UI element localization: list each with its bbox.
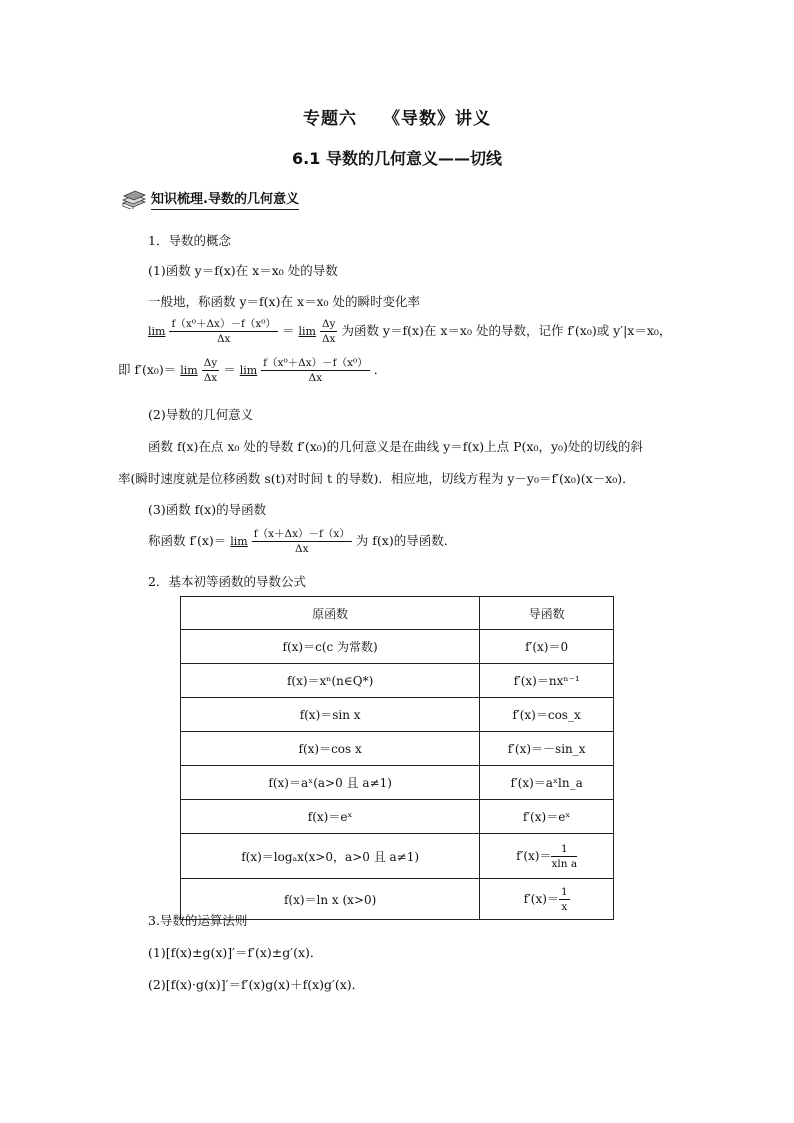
fraction-ln-derivative <box>559 885 570 914</box>
derivative-lead: f′(x)＝ <box>523 891 559 906</box>
equals-sign: ＝ <box>223 362 236 377</box>
table-row <box>181 732 614 766</box>
equals-sign: ＝ <box>281 323 295 338</box>
formula-lead: 称函数 f′(x)＝ <box>148 533 227 548</box>
table-cell: f(x)＝xⁿ(n∈Q*) <box>181 664 480 698</box>
fraction-denominator: Δx <box>321 333 336 345</box>
table-cell: f′(x)＝nxⁿ⁻¹ <box>480 664 614 698</box>
table-cell: f′(x)＝cos_x <box>480 698 614 732</box>
paragraph-derivative-at-point: (1)函数 y＝f(x)在 x＝x₀ 处的导数 <box>148 263 338 278</box>
table-row <box>181 766 614 800</box>
fraction-numerator: f（x⁰＋Δx）－f（x⁰） <box>171 318 276 330</box>
column-header-derivative: 导函数 <box>480 597 614 630</box>
heading-operation-rules: 3.导数的运算法则 <box>148 913 248 928</box>
heading-derived-function: (3)函数 f(x)的导函数 <box>148 502 267 517</box>
heading-derivative-concept: 1．导数的概念 <box>148 233 231 248</box>
lim-symbol: lim <box>298 325 316 338</box>
title-part-2: 《导数》讲义 <box>383 109 491 129</box>
fraction-numerator: Δy <box>321 318 336 330</box>
table-cell: f′(x)＝aˣln_a <box>480 766 614 800</box>
fraction-dy-dx <box>202 356 220 385</box>
formula-line-2 <box>118 356 386 385</box>
page-title <box>0 104 794 129</box>
section-header <box>121 188 299 210</box>
heading-basic-derivatives: 2．基本初等函数的导数公式 <box>148 574 306 589</box>
table-row <box>181 698 614 732</box>
page-subtitle: 6.1 导数的几何意义——切线 <box>292 149 502 168</box>
formula-derived-function <box>148 527 456 556</box>
paragraph-instant-rate: 一般地，称函数 y＝f(x)在 x＝x₀ 处的瞬时变化率 <box>148 294 421 309</box>
table-cell: f(x)＝ln x (x>0) <box>181 879 480 920</box>
paragraph-geometric-meaning-2: 率(瞬时速度就是位移函数 s(t)对时间 t 的导数)．相应地，切线方程为 y－y₀＝f′(x₀)(x－x₀)． <box>118 471 635 486</box>
fraction-numerator: f（x⁰＋Δx）－f（x⁰） <box>263 357 368 369</box>
formula-lead: 即 f′(x₀)＝ <box>118 362 177 377</box>
table-cell <box>480 834 614 879</box>
fraction-numerator: 1 <box>560 885 568 898</box>
heading-geometric-meaning: (2)导数的几何意义 <box>148 407 254 422</box>
formula-tail: 为 f(x)的导函数． <box>355 533 457 548</box>
formula-end: ． <box>373 362 387 377</box>
fraction-derived-quotient <box>252 527 352 556</box>
fraction-numerator: f（x＋Δx）－f（x） <box>253 528 350 540</box>
derivative-lead: f′(x)＝ <box>516 848 552 863</box>
derivative-notation-text: 为函数 y＝f(x)在 x＝x₀ 处的导数，记作 f′(x₀)或 y′|x＝x₀， <box>341 323 672 338</box>
fraction-difference-quotient <box>169 317 278 346</box>
fraction-denominator: Δx <box>203 372 218 384</box>
lim-symbol: lim <box>180 364 198 377</box>
table-cell: f′(x)＝0 <box>480 630 614 664</box>
section-label: 知识梳理.导数的几何意义 <box>151 188 299 210</box>
fraction-numerator: Δy <box>203 357 218 369</box>
fraction-denominator: Δx <box>308 372 323 384</box>
fraction-denominator: Δx <box>216 333 231 345</box>
table-cell: f′(x)＝eˣ <box>480 800 614 834</box>
table-cell: f(x)＝sin x <box>181 698 480 732</box>
rule-product: (2)[f(x)·g(x)]′＝f′(x)g(x)＋f(x)g′(x)． <box>148 977 365 992</box>
table-row <box>181 664 614 698</box>
table-cell: f(x)＝logₐx(x>0，a>0 且 a≠1) <box>181 834 480 879</box>
table-row <box>181 800 614 834</box>
table-cell: f′(x)＝－sin_x <box>480 732 614 766</box>
table-cell: f(x)＝eˣ <box>181 800 480 834</box>
table-row <box>181 834 614 879</box>
formula-line-1 <box>148 317 671 346</box>
lim-symbol: lim <box>230 535 248 548</box>
table-cell: f(x)＝cos x <box>181 732 480 766</box>
fraction-denominator: Δx <box>294 543 309 555</box>
table-row <box>181 630 614 664</box>
paragraph-geometric-meaning-1: 函数 f(x)在点 x₀ 处的导数 f′(x₀)的几何意义是在曲线 y＝f(x)上点 P(x₀，y₀)处的切线的斜 <box>148 439 643 454</box>
fraction-numerator: 1 <box>551 842 577 857</box>
fraction-dy-dx <box>320 317 338 346</box>
table-cell <box>480 879 614 920</box>
fraction-log-derivative <box>551 842 577 871</box>
fraction-difference-quotient <box>261 356 370 385</box>
lim-symbol: lim <box>239 364 258 377</box>
fraction-denominator: x <box>561 900 568 913</box>
rule-sum: (1)[f(x)±g(x)]′＝f′(x)±g′(x)． <box>148 945 323 960</box>
title-part-1: 专题六 <box>303 109 357 129</box>
fraction-denominator: xln a <box>551 857 578 870</box>
books-icon <box>121 189 147 209</box>
derivative-formula-table <box>180 596 614 920</box>
table-header-row <box>181 597 614 630</box>
lim-symbol: lim <box>148 325 166 338</box>
column-header-original: 原函数 <box>181 597 480 630</box>
table-cell: f(x)＝aˣ(a>0 且 a≠1) <box>181 766 480 800</box>
table-cell: f(x)＝c(c 为常数) <box>181 630 480 664</box>
